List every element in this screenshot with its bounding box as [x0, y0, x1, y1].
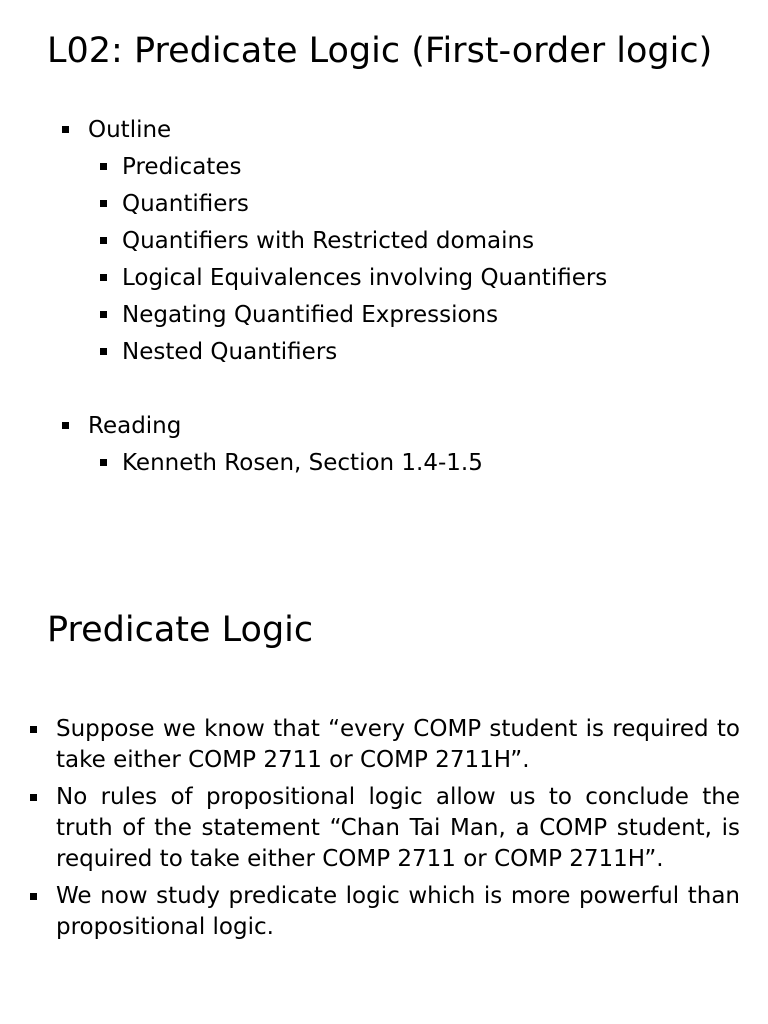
reading-list [100, 445, 750, 482]
bullet-item: No rules of propositional logic allow us to conclude the truth of the statement “Chan Tai Man, a COMP student, is required to take either COMP 2711 or COMP 2711H”. [28, 782, 740, 875]
outline-list [100, 149, 750, 371]
slide-predicate-logic [0, 580, 768, 1020]
bullet-item: We now study predicate logic which is more powerful than propositional logic. [28, 881, 740, 943]
outline-item-negating: Negating Quantified Expressions [100, 297, 750, 334]
outline-item-quantifiers: Quantifiers [100, 186, 750, 223]
reading-label: Reading [88, 413, 182, 439]
slide-title: Predicate Logic [47, 610, 314, 650]
body-area [28, 714, 740, 949]
outline-item-logical-equivalences: Logical Equivalences involving Quantifiers [100, 260, 750, 297]
outline-section [60, 112, 750, 371]
outline-area [60, 112, 750, 482]
outline-item-predicates: Predicates [100, 149, 750, 186]
bullet-item: Suppose we know that “every COMP student is required to take either COMP 2711 or COMP 2711H”. [28, 714, 740, 776]
outline-item-restricted-domains: Quantifiers with Restricted domains [100, 223, 750, 260]
reading-item: Kenneth Rosen, Section 1.4-1.5 [100, 445, 750, 482]
top-level-list [60, 112, 750, 482]
outline-label: Outline [88, 117, 172, 143]
outline-item-nested: Nested Quantifiers [100, 334, 750, 371]
reading-section [60, 408, 750, 482]
bullet-list [28, 714, 740, 943]
slide-title: L02: Predicate Logic (First-order logic) [47, 31, 713, 71]
